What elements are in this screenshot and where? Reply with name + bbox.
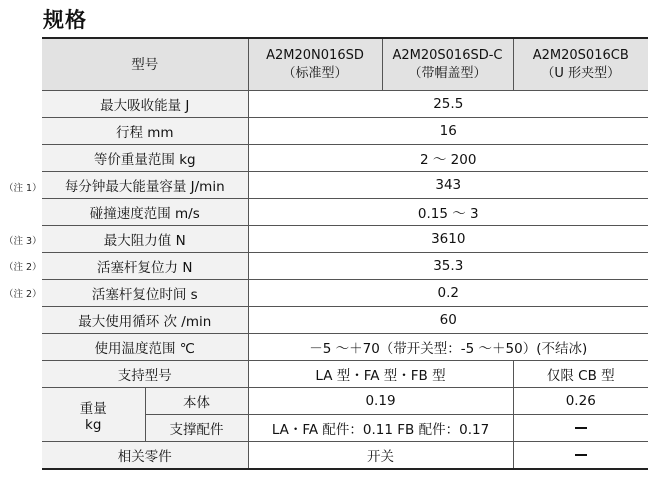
model-type: （标准型） <box>282 65 348 81</box>
note-marker: （注 1） <box>4 183 42 194</box>
weight-label <box>42 388 145 442</box>
model-type: （U 形夹型） <box>541 65 621 81</box>
row-value: 16 <box>248 118 648 145</box>
weight-accessory-label: 支撑配件 <box>145 415 248 442</box>
table-row <box>42 307 648 334</box>
note-marker: （注 2） <box>4 289 42 300</box>
support-label: 支持型号 <box>42 361 248 388</box>
table-row <box>42 199 648 226</box>
row-value: 25.5 <box>248 91 648 118</box>
related-label: 相关零件 <box>42 442 248 470</box>
weight-label-text: 重量 <box>79 400 107 417</box>
row-value: －5 ～＋70（带开关型：-5 ～＋50）(不结冰) <box>248 334 648 361</box>
row-value: 0.2 <box>248 280 648 307</box>
row-label: 使用温度范围 ℃ <box>42 334 248 361</box>
table-row <box>42 280 648 307</box>
model-code: A2M20S016SD-C <box>392 47 503 63</box>
row-label: 最大阻力值 N <box>42 226 248 253</box>
model-header-label: 型号 <box>42 38 248 91</box>
row-label: 碰撞速度范围 m/s <box>42 199 248 226</box>
row-label: 活塞杆复位力 N <box>42 253 248 280</box>
page-title: 规格 <box>43 8 87 32</box>
note-marker: （注 2） <box>4 262 42 273</box>
row-label: 每分钟最大能量容量 J/min <box>42 172 248 199</box>
related-row <box>42 442 648 470</box>
table-row <box>42 253 648 280</box>
weight-accessory-right-value <box>513 415 648 442</box>
row-label: 活塞杆复位时间 s <box>42 280 248 307</box>
row-value: 3610 <box>248 226 648 253</box>
table-header-row <box>42 38 648 91</box>
table-row <box>42 334 648 361</box>
table-row <box>42 91 648 118</box>
support-right-value: 仅限 CB 型 <box>513 361 648 388</box>
row-label: 等价重量范围 kg <box>42 145 248 172</box>
weight-body-right-value: 0.26 <box>513 388 648 415</box>
table-row <box>42 145 648 172</box>
row-value: 35.3 <box>248 253 648 280</box>
model-type: （带帽盖型） <box>408 65 487 81</box>
weight-body-label: 本体 <box>145 388 248 415</box>
weight-unit: kg <box>85 416 102 433</box>
weight-body-left-value: 0.19 <box>248 388 513 415</box>
support-left-value: LA 型・FA 型・FB 型 <box>248 361 513 388</box>
model-column-2 <box>382 38 513 91</box>
table-row <box>42 172 648 199</box>
note-marker: （注 3） <box>4 236 42 247</box>
model-column-3 <box>513 38 648 91</box>
row-value: 0.15 ～ 3 <box>248 199 648 226</box>
model-code: A2M20N016SD <box>266 47 364 63</box>
weight-accessory-left-value: LA・FA 配件：0.11 FB 配件：0.17 <box>248 415 513 442</box>
row-value: 343 <box>248 172 648 199</box>
row-label: 行程 mm <box>42 118 248 145</box>
model-column-1 <box>248 38 382 91</box>
dash-icon <box>575 454 587 456</box>
spec-table <box>42 37 648 470</box>
weight-body-row <box>42 388 648 415</box>
dash-icon <box>575 427 587 429</box>
row-value: 2 ～ 200 <box>248 145 648 172</box>
support-row <box>42 361 648 388</box>
row-value: 60 <box>248 307 648 334</box>
row-label: 最大使用循环 次 /min <box>42 307 248 334</box>
model-code: A2M20S016CB <box>532 47 629 63</box>
related-right-value <box>513 442 648 470</box>
related-left-value: 开关 <box>248 442 513 470</box>
row-label: 最大吸收能量 J <box>42 91 248 118</box>
table-row <box>42 118 648 145</box>
table-row <box>42 226 648 253</box>
